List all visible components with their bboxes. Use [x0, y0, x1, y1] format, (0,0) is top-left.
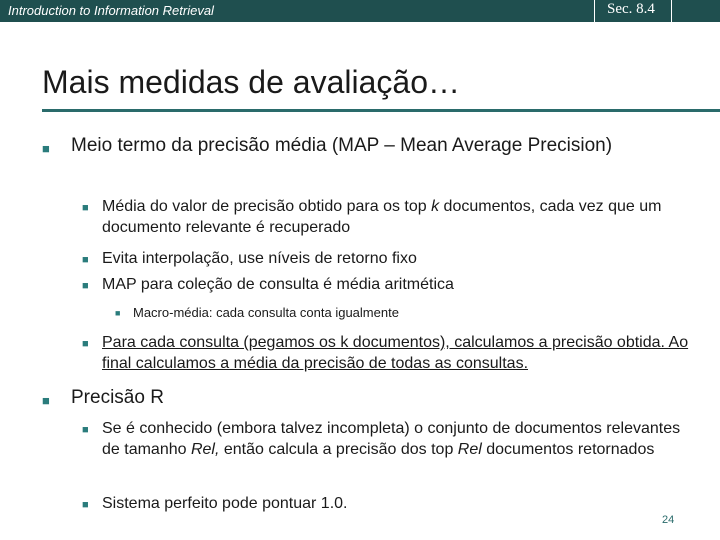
bullet-map-average: [82, 196, 692, 238]
bullet-map: [42, 134, 642, 158]
section-label: Sec. 8.4: [607, 1, 655, 17]
slide-title: Mais medidas de avaliação…: [42, 64, 460, 100]
bullet-perfect-system: [82, 493, 692, 514]
bullet-text: Média do valor de precisão obtido para os top k documentos, cada vez que um documento relevante é recuperado: [102, 198, 662, 236]
bullet-text: Se é conhecido (embora talvez incompleta) o conjunto de documentos relevantes de tamanho Rel, então calcula a precisão dos top Rel documentos retornados: [102, 420, 681, 458]
bullet-text: Macro-média: cada consulta conta igualmente: [133, 305, 399, 320]
title-divider: [42, 109, 720, 112]
square-bullet-icon: ■: [82, 202, 89, 214]
bullet-text: Para cada consulta (pegamos os k documentos), calculamos a precisão obtida. Ao final calculamos a média da precisão de todas as consultas.: [102, 334, 689, 372]
square-bullet-icon: ■: [115, 308, 121, 318]
bullet-map-arithmetic: [82, 274, 692, 295]
bullet-macro-average: [115, 304, 675, 321]
page-number: 24: [662, 514, 675, 526]
bullet-text: Sistema perfeito pode pontuar 1.0.: [102, 495, 348, 512]
bullet-map-interpolation: [82, 248, 692, 269]
bullet-text: Meio termo da precisão média (MAP – Mean Average Precision): [71, 135, 613, 156]
bullet-r-known-set: [82, 418, 692, 460]
bullet-text: Evita interpolação, use níveis de retorno fixo: [102, 250, 417, 267]
square-bullet-icon: ■: [42, 141, 50, 156]
square-bullet-icon: ■: [82, 254, 89, 266]
bullet-per-query: [82, 332, 692, 374]
square-bullet-icon: ■: [82, 424, 89, 436]
section-tag: [594, 0, 672, 22]
square-bullet-icon: ■: [82, 338, 89, 350]
square-bullet-icon: ■: [82, 280, 89, 292]
course-title: Introduction to Information Retrieval: [8, 3, 214, 18]
square-bullet-icon: ■: [82, 499, 89, 511]
square-bullet-icon: ■: [42, 393, 50, 408]
bullet-text: Precisão R: [71, 387, 164, 408]
bullet-r-precision: [42, 386, 642, 410]
bullet-text: MAP para coleção de consulta é média aritmética: [102, 276, 454, 293]
